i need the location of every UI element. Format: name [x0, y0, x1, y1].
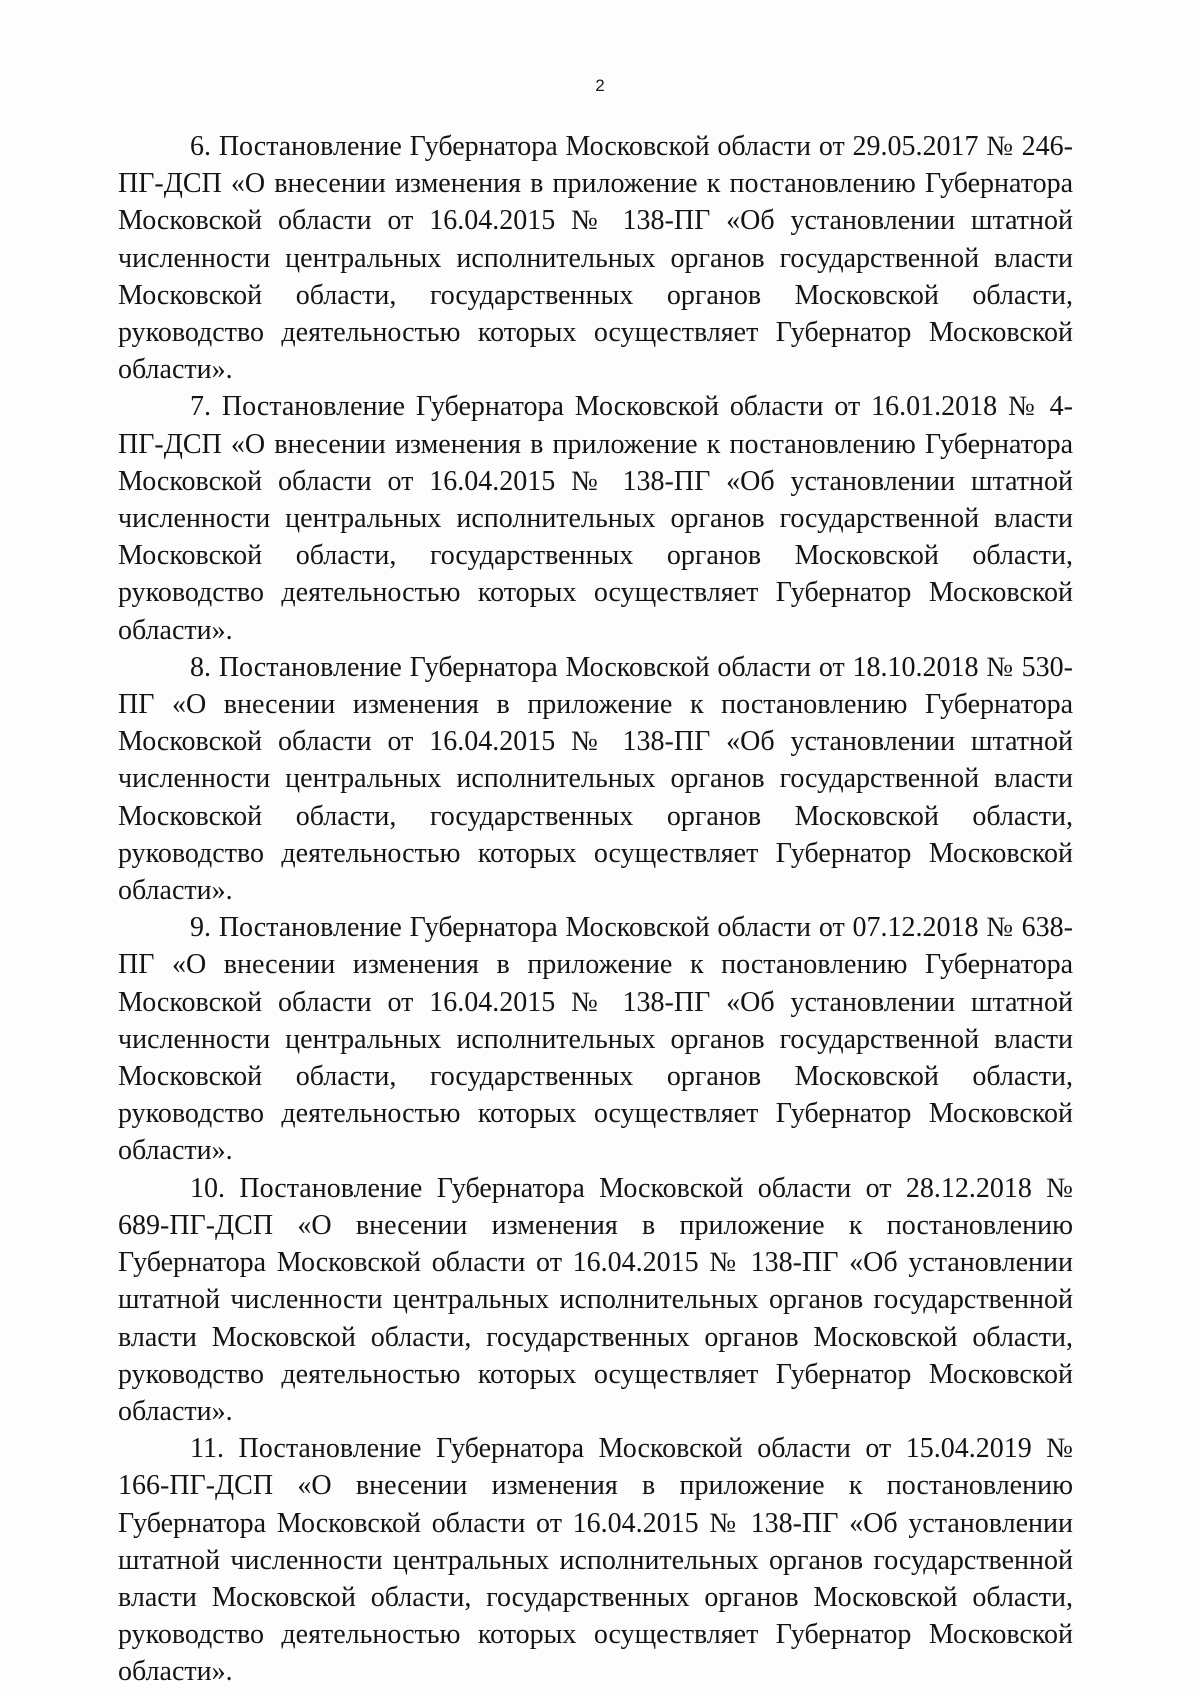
list-item-6: 6. Постановление Губернатора Московской области от 29.05.2017 № 246-ПГ-ДСП «О внесении изменения в приложение к постановлению Губернатора Московской области от 16.04.2015 № 138-ПГ «Об установлении штатной численности центральных исполнительных органов государственной власти Московской области, государственных органов Московской области, руководство деятельностью которых осуществляет Губернатор Московской области». — [118, 131, 1073, 386]
list-item-10: 10. Постановление Губернатора Московской области от 28.12.2018 № 689-ПГ-ДСП «О внесении изменения в приложение к постановлению Губернатора Московской области от 16.04.2015 № 138-ПГ «Об установлении штатной численности центральных исполнительных органов государственной власти Московской области, государственных органов Московской области, руководство деятельностью которых осуществляет Губернатор Московской области». — [118, 1172, 1073, 1427]
list-item-7: 7. Постановление Губернатора Московской области от 16.01.2018 № 4-ПГ-ДСП «О внесении изменения в приложение к постановлению Губернатора Московской области от 16.04.2015 № 138-ПГ «Об установлении штатной численности центральных исполнительных органов государственной власти Московской области, государственных органов Московской области, руководство деятельностью которых осуществляет Губернатор Московской области». — [118, 391, 1073, 646]
page-number: 2 — [595, 76, 605, 95]
document-body — [118, 128, 1073, 1691]
list-item-8: 8. Постановление Губернатора Московской области от 18.10.2018 № 530-ПГ «О внесении изменения в приложение к постановлению Губернатора Московской области от 16.04.2015 № 138-ПГ «Об установлении штатной численности центральных исполнительных органов государственной власти Московской области, государственных органов Московской области, руководство деятельностью которых осуществляет Губернатор Московской области». — [118, 651, 1073, 907]
list-item-9: 9. Постановление Губернатора Московской области от 07.12.2018 № 638-ПГ «О внесении изменения в приложение к постановлению Губернатора Московской области от 16.04.2015 № 138-ПГ «Об установлении штатной численности центральных исполнительных органов государственной власти Московской области, государственных органов Московской области, руководство деятельностью которых осуществляет Губернатор Московской области». — [118, 912, 1073, 1167]
list-item-11: 11. Постановление Губернатора Московской области от 15.04.2019 № 166-ПГ-ДСП «О внесении изменения в приложение к постановлению Губернатора Московской области от 16.04.2015 № 138-ПГ «Об установлении штатной численности центральных исполнительных органов государственной власти Московской области, государственных органов Московской области, руководство деятельностью которых осуществляет Губернатор Московской области». — [118, 1433, 1073, 1688]
